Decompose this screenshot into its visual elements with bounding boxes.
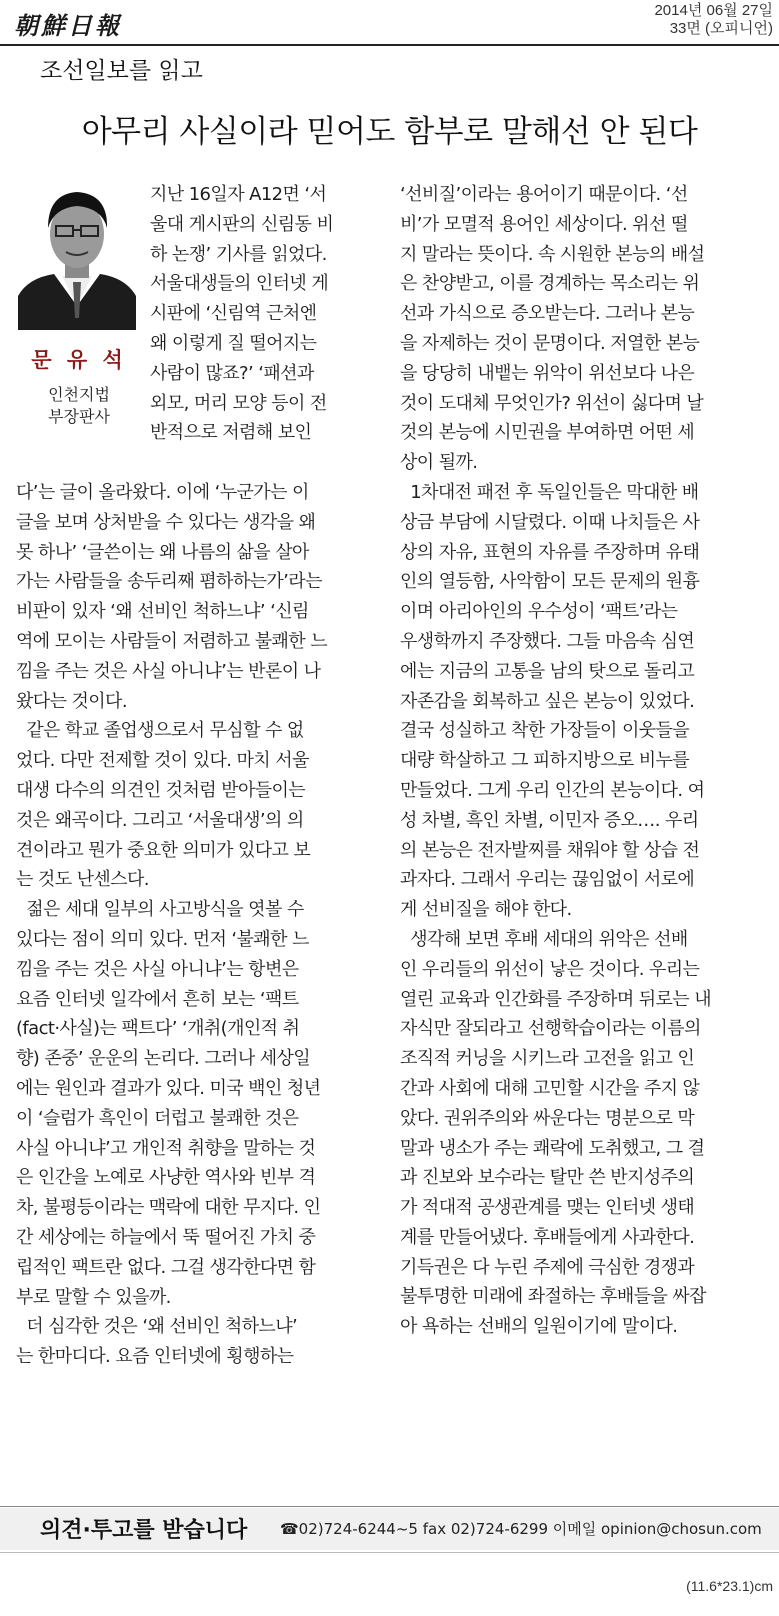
article-line: 젊은 세대 일부의 사고방식을 엿볼 수: [16, 899, 304, 921]
article-line: 비’가 모멸적 용어인 세상이다. 위선 떨: [400, 213, 688, 235]
article-line: 대생 다수의 의견인 것처럼 받아들이는: [16, 779, 306, 801]
article-line: 립적인 팩트란 없다. 그걸 생각한다면 함: [16, 1256, 316, 1278]
article-line: 향) 존중’ 운운의 논리다. 그러나 세상일: [16, 1048, 311, 1070]
article-line: 을 자제하는 것이 문명이다. 저열한 본능: [400, 332, 700, 354]
article-line: 견이라고 뭔가 중요한 의미가 있다고 보: [16, 839, 311, 861]
article-line: 아 욕하는 선배의 일원이기에 말이다.: [400, 1316, 678, 1338]
article-line: 과자다. 그래서 우리는 끊임없이 서로에: [400, 869, 695, 891]
article-line: 왔다는 것이다.: [16, 690, 127, 712]
article-line: 은 인간을 노예로 사냥한 역사와 빈부 격: [16, 1167, 316, 1189]
article-line: 결국 성실하고 착한 가장들이 이웃들을: [400, 720, 690, 742]
article-line: 같은 학교 졸업생으로서 무심할 수 없: [16, 720, 304, 742]
article-line: 비판이 있자 ‘왜 선비인 척하느냐’ ‘신림: [16, 601, 309, 623]
article-line: 하 논쟁’ 기사를 읽었다.: [150, 243, 327, 265]
article-line: 사람이 많죠?’ ‘패션과: [150, 362, 314, 384]
article-line: 차, 불평등이라는 맥락에 대한 무지다. 인: [16, 1197, 321, 1219]
article-line: 는 한마디다. 요즘 인터넷에 횡행하는: [16, 1346, 294, 1368]
size-note: (11.6*23.1)cm: [686, 1578, 773, 1594]
article-line: 지 말라는 뜻이다. 속 시원한 본능의 배설: [400, 243, 705, 265]
author-name: 문 유 석: [31, 348, 127, 372]
article-line: 자존감을 회복하고 싶은 본능이 있었다.: [400, 690, 695, 712]
article-line: 생각해 보면 후배 세대의 위악은 선배: [400, 928, 688, 950]
article-line: 열린 교육과 인간화를 주장하며 뒤로는 내: [400, 988, 712, 1010]
article-line: 낌을 주는 것은 사실 아니냐’는 반론이 나: [16, 660, 321, 682]
article-line: 것은 왜곡이다. 그리고 ‘서울대생’의 의: [16, 809, 304, 831]
article-line: 지난 16일자 A12면 ‘서: [150, 184, 327, 205]
article-line: 자식만 잘되라고 선행학습이라는 이름의: [400, 1018, 701, 1040]
article-line: 서울대생들의 인터넷 게: [150, 273, 329, 295]
article-line: 을 당당히 내뱉는 위악이 위선보다 나은: [400, 362, 695, 384]
newspaper-masthead: 朝鮮日報: [14, 11, 122, 40]
footer-rule-bottom: [0, 1552, 779, 1553]
article-line: 것이 도대체 무엇인가? 위선이 싫다며 날: [400, 392, 704, 414]
article-line: 것의 본능에 시민권을 부여하면 어떤 세: [400, 422, 695, 444]
article-line: 은 찬양받고, 이를 경계하는 목소리는 위: [400, 273, 700, 295]
article-line: 우생학까지 주장했다. 그들 마음속 심연: [400, 630, 695, 652]
article-line: 못 하나’ ‘글쓴이는 왜 나름의 삶을 살아: [16, 541, 309, 563]
article-line: 글을 보며 상처받을 수 있다는 생각을 왜: [16, 511, 316, 533]
section-title: 조선일보를 읽고: [40, 58, 203, 84]
footer-title: 의견·투고를 받습니다: [40, 1518, 248, 1543]
article-line: 이며 아리아인의 우수성이 ‘팩트’라는: [400, 601, 678, 623]
article-line: 다’는 글이 올라왔다. 이에 ‘누군가는 이: [16, 482, 309, 503]
article-line: 더 심각한 것은 ‘왜 선비인 척하느냐’: [16, 1316, 298, 1338]
author-portrait-icon: [18, 178, 136, 330]
article-line: ‘선비질’이라는 용어이기 때문이다. ‘선: [400, 184, 688, 205]
article-column-left: [16, 478, 378, 1372]
author-title-line: 부장판사: [48, 407, 110, 426]
article-line: 에는 지금의 고통을 남의 탓으로 돌리고: [400, 660, 695, 682]
article-line: 불투명한 미래에 좌절하는 후배들을 싸잡: [400, 1286, 706, 1308]
article-column-right: [400, 180, 762, 1342]
article-line: 았다. 권위주의와 싸운다는 명분으로 막: [400, 1107, 695, 1129]
article-line: 상의 자유, 표현의 자유를 주장하며 유태: [400, 541, 700, 563]
author-photo: [18, 178, 136, 330]
article-line: 시판에 ‘신림역 근처엔: [150, 303, 317, 325]
article-line: 기득권은 다 누린 주제에 극심한 경쟁과: [400, 1256, 695, 1278]
article-line: 게 선비질을 해야 한다.: [400, 899, 572, 921]
article-line: 말과 냉소가 주는 쾌락에 도취했고, 그 결: [400, 1137, 705, 1159]
page-number: 33면 (오피니언): [669, 20, 773, 37]
article-line: 의 본능은 전자발찌를 채워야 할 상습 전: [400, 839, 700, 861]
article-column-left-top: [150, 180, 378, 448]
article-line: 있다는 점이 의미 있다. 먼저 ‘불쾌한 느: [16, 928, 309, 950]
article-line: (fact·사실)는 팩트다’ ‘개취(개인적 취: [16, 1018, 300, 1040]
author-title: [20, 384, 138, 428]
article-line: 상금 부담에 시달렸다. 이때 나치들은 사: [400, 511, 700, 533]
article-line: 상이 될까.: [400, 452, 478, 474]
article-line: 1차대전 패전 후 독일인들은 막대한 배: [400, 481, 699, 503]
header-rule: [0, 44, 779, 46]
article-line: 간 세상에는 하늘에서 뚝 떨어진 가치 중: [16, 1226, 316, 1248]
article-line: 부로 말할 수 있을까.: [16, 1286, 171, 1308]
author-title-line: 인천지법: [48, 385, 110, 404]
article-line: 간과 사회에 대해 고민할 시간을 주지 않: [400, 1077, 700, 1099]
publication-date: 2014년 06월 27일: [654, 2, 773, 19]
article-line: 는 것도 난센스다.: [16, 869, 149, 891]
article-line: 사실 아니냐’고 개인적 취향을 말하는 것: [16, 1137, 316, 1159]
footer-rule: [0, 1506, 779, 1507]
article-line: 역에 모이는 사람들이 저렴하고 불쾌한 느: [16, 630, 328, 652]
article-line: 대량 학살하고 그 피하지방으로 비누를: [400, 750, 690, 772]
headline: 아무리 사실이라 믿어도 함부로 말해선 안 된다: [81, 114, 698, 150]
article-line: 계를 만들어냈다. 후배들에게 사과한다.: [400, 1226, 695, 1248]
article-line: 조직적 커닝을 시키느라 고전을 읽고 인: [400, 1048, 695, 1070]
article-line: 외모, 머리 모양 등이 전: [150, 392, 327, 414]
article-line: 가 적대적 공생관계를 맺는 인터넷 생태: [400, 1197, 695, 1219]
article-line: 왜 이렇게 질 떨어지는: [150, 332, 317, 354]
footer-contact: ☎02)724-6244~5 fax 02)724-6299 이메일 opinion@chosun.com: [280, 1520, 762, 1538]
article-line: 인의 열등함, 사악함이 모든 문제의 원흉: [400, 571, 700, 593]
article-line: 인 우리들의 위선이 낳은 것이다. 우리는: [400, 958, 700, 980]
article-line: 반적으로 저렴해 보인: [150, 422, 312, 444]
article-line: 이 ‘슬럼가 흑인이 더럽고 불쾌한 것은: [16, 1107, 299, 1129]
article-line: 선과 가식으로 증오받는다. 그러나 본능: [400, 303, 695, 325]
article-line: 가는 사람들을 송두리째 폄하하는가’라는: [16, 571, 322, 593]
article-line: 과 진보와 보수라는 탈만 쓴 반지성주의: [400, 1167, 695, 1189]
date-info: [654, 2, 773, 38]
article-line: 낌을 주는 것은 사실 아니냐’는 항변은: [16, 958, 299, 980]
article-line: 에는 원인과 결과가 있다. 미국 백인 청년: [16, 1077, 321, 1099]
article-line: 었다. 다만 전제할 것이 있다. 마치 서울: [16, 750, 309, 772]
article-line: 만들었다. 그게 우리 인간의 본능이다. 여: [400, 779, 705, 801]
article-line: 성 차별, 흑인 차별, 이민자 증오…. 우리: [400, 809, 699, 831]
article-line: 울대 게시판의 신림동 비: [150, 213, 334, 235]
article-line: 요즘 인터넷 일각에서 흔히 보는 ‘팩트: [16, 988, 299, 1010]
